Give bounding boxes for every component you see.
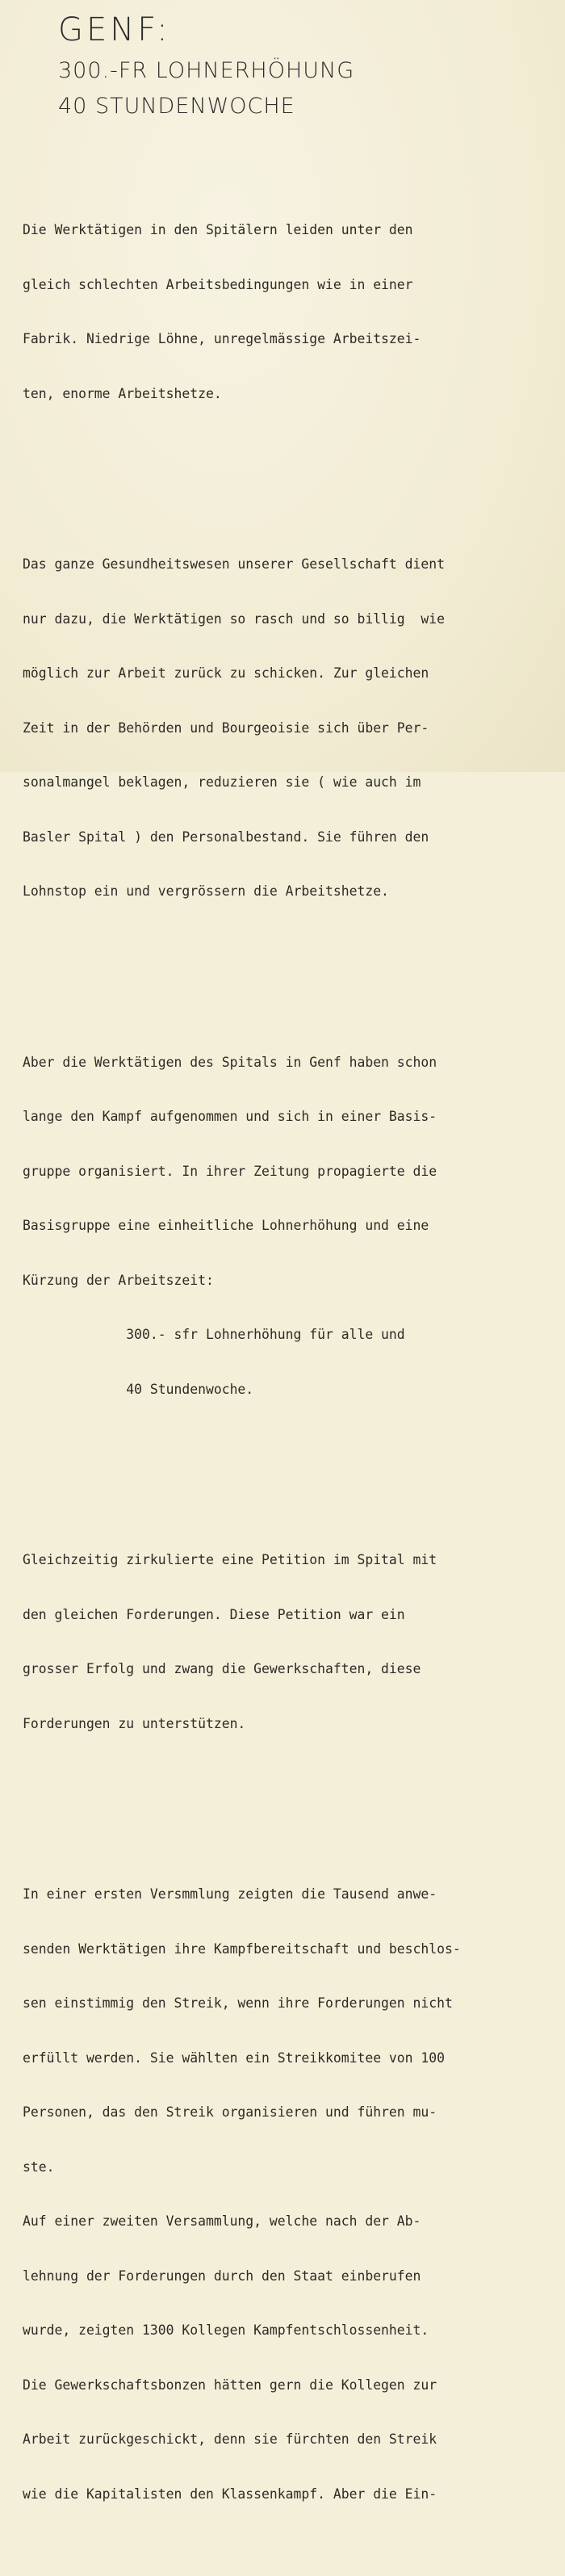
text-line: ten, enorme Arbeitshetze. [23, 385, 222, 401]
paragraph-conditions [23, 185, 555, 439]
text-line: Basler Spital ) den Personalbestand. Sie führen den [23, 829, 429, 845]
text-line: möglich zur Arbeit zurück zu schicken. Zur gleichen [23, 665, 429, 681]
text-line: Aber die Werktätigen des Spitals in Genf haben schon [23, 1054, 437, 1070]
text-line: Das ganze Gesundheitswesen unserer Gesellschaft dient [23, 556, 446, 572]
article-body [23, 149, 555, 2576]
paragraph-base-group [23, 1017, 555, 1436]
text-line: nur dazu, die Werktätigen so rasch und so billig wie [23, 610, 446, 627]
text-line: Die Werktätigen in den Spitälern leiden unter den [23, 222, 413, 237]
text-line: Die Gewerkschaftsbonzen hätten gern die Kollegen zur [23, 2377, 437, 2393]
text-line: Fabrik. Niedrige Löhne, unregelmässige Arbeitszei- [23, 331, 421, 346]
text-line: senden Werktätigen ihre Kampfbereitschaft und beschlos- [23, 1940, 461, 1957]
text-line: den gleichen Forderungen. Diese Petition war ein [23, 1606, 405, 1622]
headline-location: GENF: [58, 11, 171, 48]
paragraph-health-system [23, 519, 555, 938]
text-line: wie die Kapitalisten den Klassenkampf. Aber die Ein- [23, 2486, 437, 2502]
text-line-demand: 40 Stundenwoche. [23, 1381, 254, 1397]
text-line: lehnung der Forderungen durch den Staat einberufen [23, 2268, 421, 2284]
text-line-demand: 300.- sfr Lohnerhöhung für alle und [23, 1327, 405, 1342]
text-line: gleich schlechten Arbeitsbedingungen wie in einer [23, 276, 413, 292]
text-line: Kürzung der Arbeitszeit: [23, 1272, 214, 1288]
text-line: Auf einer zweiten Versammlung, welche nach der Ab- [23, 2213, 421, 2229]
text-line: grosser Erfolg und zwang die Gewerkschaften, diese [23, 1661, 421, 1676]
text-line: Personen, das den Streik organisieren und führen mu- [23, 2104, 437, 2120]
text-line: ste. [23, 2159, 55, 2175]
text-line: lange den Kampf aufgenommen und sich in einer Basis- [23, 1109, 437, 1124]
text-line: Forderungen zu unterstützen. [23, 1715, 246, 1731]
text-line: Gleichzeitig zirkulierte eine Petition im Spital mit [23, 1552, 437, 1567]
paragraph-assemblies [23, 1849, 555, 2540]
text-line: sonalmangel beklagen, reduzieren sie ( wie auch im [23, 774, 421, 790]
text-line: Lohnstop ein und vergrössern die Arbeitshetze. [23, 883, 389, 899]
text-line: wurde, zeigten 1300 Kollegen Kampfentschlossenheit. [23, 2322, 429, 2338]
text-line: sen einstimmig den Streik, wenn ihre Forderungen nicht [23, 1995, 453, 2011]
text-line: erfüllt werden. Sie wählten ein Streikkomitee von 100 [23, 2049, 446, 2066]
headline-hours-demand: 40 STUNDENWOCHE [58, 94, 295, 119]
paragraph-petition [23, 1515, 555, 1769]
text-line: gruppe organisiert. In ihrer Zeitung propagierte die [23, 1163, 437, 1179]
headline-wage-demand: 300.-FR LOHNERHÖHUNG [58, 58, 355, 83]
text-line: In einer ersten Versmmlung zeigten die Tausend anwe- [23, 1886, 437, 1902]
text-line: Basisgruppe eine einheitliche Lohnerhöhung und eine [23, 1218, 429, 1233]
text-line: Arbeit zurückgeschickt, denn sie fürchten den Streik [23, 2431, 437, 2447]
text-line: Zeit in der Behörden und Bourgeoisie sich über Per- [23, 720, 429, 736]
